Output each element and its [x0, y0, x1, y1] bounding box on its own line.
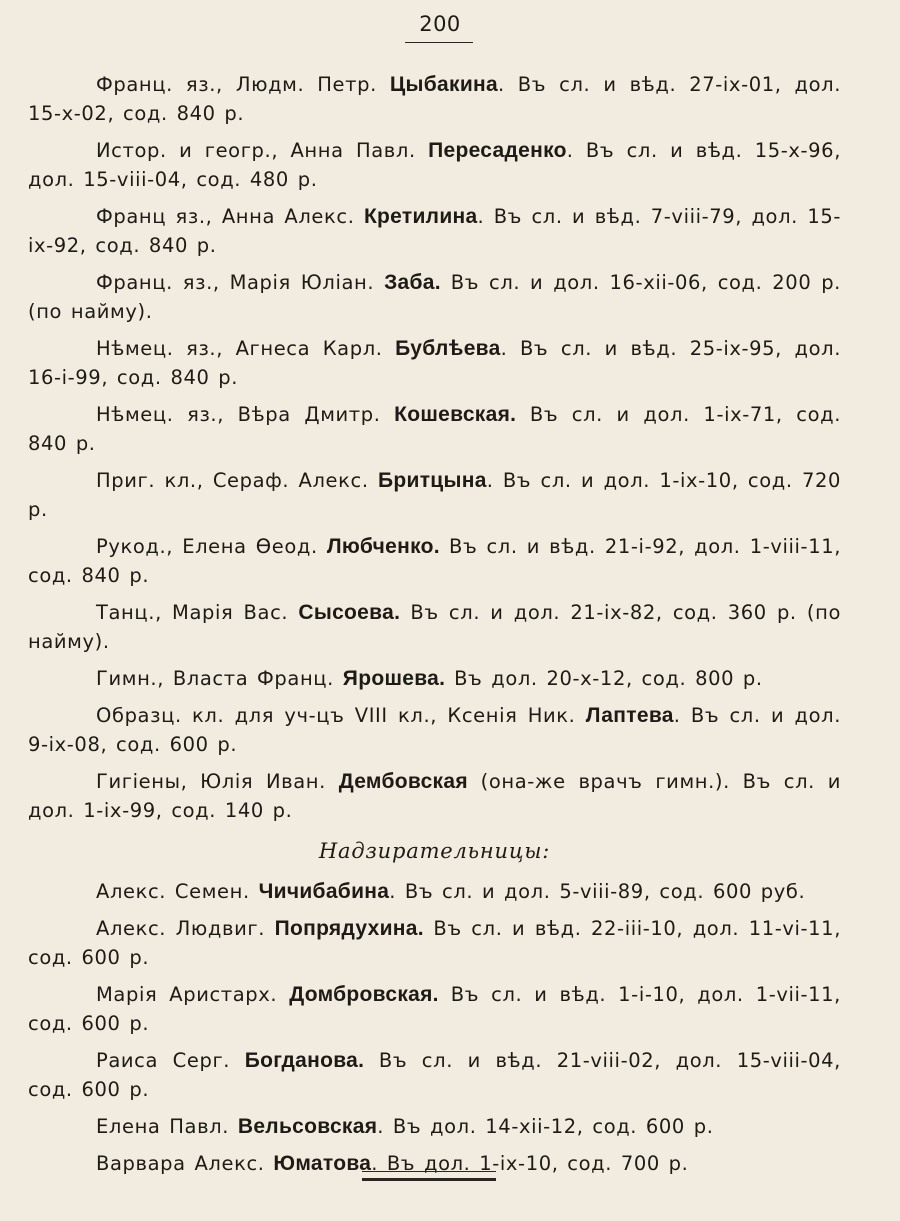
entry-details: Въ сл. и дол. 1-ix-71, сод. 840 р.	[28, 403, 841, 455]
entry-details: . Въ сл. и дол. 1-ix-10, сод. 720 р.	[28, 469, 841, 521]
entry-details: . Въ сл. и вѣд. 7-viii-79, дол. 15-ix-92, сод. 840 р.	[28, 205, 841, 257]
staff-entry	[28, 914, 841, 972]
entry-details: . Въ дол. 14-xii-12, сод. 600 р.	[377, 1115, 714, 1138]
entry-position: Раиса Серг.	[96, 1049, 231, 1072]
entry-surname: Пересаденко	[428, 139, 567, 162]
staff-entry	[28, 1112, 841, 1141]
staff-entry	[28, 877, 841, 906]
entry-position: Варвара Алекс.	[96, 1152, 265, 1175]
entry-details: Въ сл. и вѣд. 1-i-10, дол. 1-vii-11, сод. 600 р.	[28, 983, 841, 1035]
entry-surname: Вельсовская	[237, 1115, 378, 1138]
entry-position: Елена Павл.	[96, 1115, 230, 1138]
staff-entry	[28, 466, 841, 524]
entry-position: Марія Аристарх.	[96, 983, 278, 1006]
entry-position: Гимн., Власта Франц.	[96, 667, 334, 690]
entry-details: . Въ сл. и вѣд. 15-x-96, дол. 15-viii-04, сод. 480 р.	[28, 139, 841, 191]
entry-surname: Кретилина	[363, 205, 478, 228]
staff-entry	[28, 70, 841, 128]
entry-position: Нѣмец. яз., Агнеса Карл.	[96, 337, 383, 360]
entry-position: Истор. и геогр., Анна Павл.	[96, 139, 416, 162]
staff-entry	[28, 136, 841, 194]
entry-surname: Чичибабина	[258, 880, 390, 903]
staff-entry	[28, 598, 841, 656]
entry-details: (она-же врачъ гимн.). Въ сл. и дол. 1-ix-99, сод. 140 р.	[28, 770, 841, 822]
entry-position: Алекс. Семен.	[96, 880, 250, 903]
end-ornament-rule	[362, 1171, 496, 1181]
entry-position: Франц. яз., Марія Юліан.	[96, 271, 375, 294]
staff-entry	[28, 268, 841, 326]
entry-surname: Дембовская	[338, 770, 468, 793]
entry-details: . Въ сл. и вѣд. 25-ix-95, дол. 16-i-99, сод. 840 р.	[28, 337, 841, 389]
entry-details: Въ сл. и вѣд. 21-viii-02, дол. 15-viii-04, сод. 600 р.	[28, 1049, 841, 1101]
staff-entry	[28, 532, 841, 590]
entry-details: Въ дол. 20-x-12, сод. 800 р.	[445, 667, 763, 690]
entry-position: Алекс. Людвиг.	[96, 917, 266, 940]
staff-entry	[28, 1046, 841, 1104]
entry-position: Гигіены, Юлія Иван.	[96, 770, 326, 793]
entry-details: . Въ сл. и дол. 9-ix-08, сод. 600 р.	[28, 704, 841, 756]
entry-position: Франц. яз., Людм. Петр.	[96, 73, 377, 96]
entry-details: Въ сл. и вѣд. 22-iii-10, дол. 11-vi-11, сод. 600 р.	[28, 917, 841, 969]
staff-entry	[28, 980, 841, 1038]
entry-details: . Въ сл. и дол. 5-viii-89, сод. 600 руб.	[389, 880, 806, 903]
supervisors-list	[28, 877, 841, 1178]
entry-surname: Бритцына	[377, 469, 487, 492]
entry-details: . Въ сл. и вѣд. 27-ix-01, дол. 15-x-02, сод. 840 р.	[28, 73, 841, 125]
entry-surname: Юматова	[273, 1152, 372, 1175]
entry-details: Въ сл. и вѣд. 21-i-92, дол. 1-viii-11, сод. 840 р.	[28, 535, 842, 587]
entry-surname: Кошевская.	[394, 403, 517, 426]
entry-surname: Домбровская.	[289, 983, 439, 1006]
staff-entry	[28, 400, 841, 458]
section-heading: Надзирательницы:	[318, 839, 551, 863]
entry-surname: Лаптева	[585, 704, 674, 727]
staff-entry	[28, 334, 841, 392]
entry-position: Нѣмец. яз., Вѣра Дмитр.	[96, 403, 381, 426]
entry-surname: Цыбакина	[389, 73, 498, 96]
page-number-rule	[405, 42, 473, 43]
staff-entry	[28, 701, 841, 759]
page-number: 200	[419, 12, 461, 36]
entry-details: Въ сл. и дол. 21-ix-82, сод. 360 р. (по найму).	[28, 601, 841, 653]
entry-surname: Бублѣева	[395, 337, 501, 360]
entry-surname: Сысоева.	[298, 601, 401, 624]
staff-entry	[28, 767, 841, 825]
entry-surname: Попрядухина.	[274, 917, 424, 940]
entry-surname: Заба.	[384, 271, 441, 294]
page-content	[28, 70, 841, 1186]
staff-entry	[28, 202, 841, 260]
entry-surname: Любченко.	[326, 535, 440, 558]
entry-position: Рукод., Елена Ѳеод.	[96, 535, 318, 558]
entry-surname: Ярошева.	[342, 667, 446, 690]
entry-position: Франц яз., Анна Алекс.	[96, 205, 355, 228]
entry-position: Приг. кл., Сераф. Алекс.	[96, 469, 369, 492]
entry-position: Образц. кл. для уч-цъ VIII кл., Ксенія Ник.	[96, 704, 576, 727]
entry-surname: Богданова.	[244, 1049, 365, 1072]
entry-details: . Въ дол. 1-ix-10, сод. 700 р.	[371, 1152, 689, 1175]
staff-entry	[28, 664, 841, 693]
teachers-list	[28, 70, 841, 825]
entry-position: Танц., Марія Вас.	[96, 601, 289, 624]
entry-details: Въ сл. и дол. 16-xii-06, сод. 200 р. (по найму).	[28, 271, 841, 323]
